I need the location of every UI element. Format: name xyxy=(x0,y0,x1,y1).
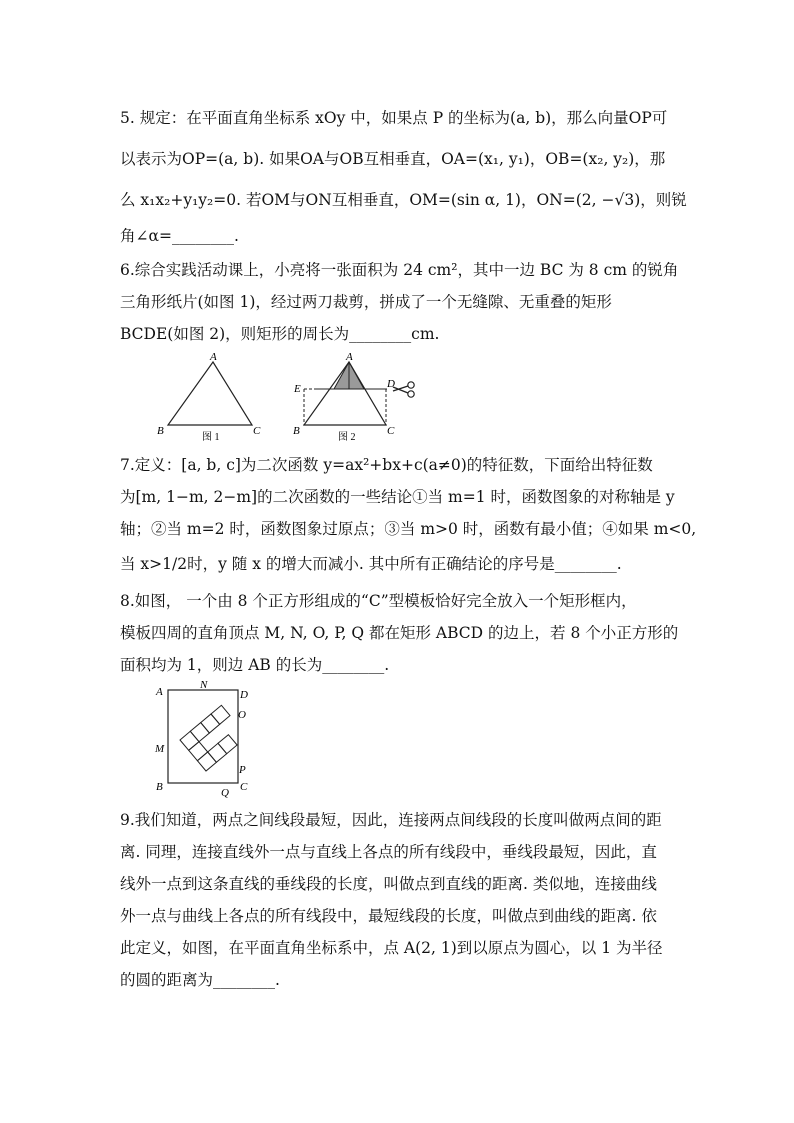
figure-c-template xyxy=(150,678,260,800)
problem-6-line-2: 三角形纸片(如图 1)，经过两刀裁剪，拼成了一个无缝隙、无重叠的矩形 xyxy=(120,293,612,311)
rectangle-abcd xyxy=(168,690,238,783)
label-O: O xyxy=(238,709,246,721)
figure-1-triangle xyxy=(150,350,270,446)
problem-8-line-3: 面积均为 1，则边 AB 的长为________. xyxy=(120,656,390,674)
label-C: C xyxy=(240,781,248,793)
label-B: B xyxy=(156,781,163,793)
problem-9-line-3: 线外一点到这条直线的垂线段的长度，叫做点到直线的距离. 类似地，连接曲线 xyxy=(120,875,657,893)
problem-5-line-4: 角∠α=________. xyxy=(120,227,239,245)
figure-1-caption: 图 1 xyxy=(202,432,220,443)
triangle-abc xyxy=(168,362,252,425)
label-D: D xyxy=(387,378,395,390)
problem-5-line-3: 么 x₁x₂+y₁y₂=0. 若OM与ON互相垂直，OM=(sin α, 1)，ON=(2, −√3)，则锐 xyxy=(120,191,687,209)
c-template-square xyxy=(208,743,227,762)
label-C: C xyxy=(253,425,261,437)
label-P: P xyxy=(239,764,246,776)
c-template-squares xyxy=(180,705,237,771)
c-template-square xyxy=(190,723,209,742)
c-template-square xyxy=(218,735,237,754)
c-template-square xyxy=(189,742,208,761)
problem-9-line-5: 此定义，如图，在平面直角坐标系中，点 A(2, 1)到以原点为圆心，以 1 为半径 xyxy=(120,939,663,957)
label-M: M xyxy=(155,743,165,755)
label-A: A xyxy=(156,686,163,698)
label-A: A xyxy=(210,351,217,363)
label-N: N xyxy=(200,679,208,691)
label-E: E xyxy=(294,383,301,395)
c-template-square xyxy=(197,752,216,771)
problem-9-line-1: 9.我们知道，两点之间线段最短，因此，连接两点间线段的长度叫做两点间的距 xyxy=(120,811,662,829)
problem-7-line-1: 7.定义：[a, b, c]为二次函数 y=ax²+bx+c(a≠0)的特征数，下面给出特征数 xyxy=(120,456,653,474)
label-Q: Q xyxy=(221,787,229,799)
label-A: A xyxy=(346,351,353,363)
problem-9-line-2: 离. 同理，连接直线外一点与直线上各点的所有线段中，垂线段最短，因此，直 xyxy=(120,843,657,861)
figure-2-rectangle xyxy=(287,350,427,446)
c-template-square xyxy=(201,714,220,733)
problem-7-line-2: 为[m, 1−m, 2−m]的二次函数的一些结论①当 m=1 时，函数图象的对称轴是 y xyxy=(120,488,675,506)
label-D: D xyxy=(240,689,248,701)
label-B: B xyxy=(293,425,300,437)
scissors-icon xyxy=(393,382,414,397)
problem-6-line-3: BCDE(如图 2)，则矩形的周长为________cm. xyxy=(120,325,440,343)
problem-7-line-3: 轴；②当 m=2 时，函数图象过原点；③当 m>0 时，函数有最小值；④如果 m<0, xyxy=(120,520,697,538)
c-template-square xyxy=(180,731,199,750)
problem-8-line-1: 8.如图， 一个由 8 个正方形组成的“C”型模板恰好完全放入一个矩形框内， xyxy=(120,592,637,610)
figure-2-caption: 图 2 xyxy=(338,432,356,443)
label-C: C xyxy=(387,425,395,437)
problem-7-line-4: 当 x>1/2时，y 随 x 的增大而减小. 其中所有正确结论的序号是________. xyxy=(120,555,622,573)
problem-9-line-6: 的圆的距离为________. xyxy=(120,971,280,989)
problem-5-line-1: 5. 规定：在平面直角坐标系 xOy 中，如果点 P 的坐标为(a, b)，那么向量OP可 xyxy=(120,109,668,127)
problem-9-line-4: 外一点与曲线上各点的所有线段中，最短线段的长度，叫做点到曲线的距离. 依 xyxy=(120,907,657,925)
problem-6-line-1: 6.综合实践活动课上，小亮将一张面积为 24 cm²，其中一边 BC 为 8 cm 的锐角 xyxy=(120,261,679,279)
problem-5-line-2: 以表示为OP=(a, b). 如果OA与OB互相垂直，OA=(x₁, y₁)，OB=(x₂, y₂)，那 xyxy=(120,150,666,168)
c-template-square xyxy=(211,705,230,724)
label-B: B xyxy=(157,425,164,437)
problem-8-line-2: 模板四周的直角顶点 M, N, O, P, Q 都在矩形 ABCD 的边上，若 8 个小正方形的 xyxy=(120,624,679,642)
